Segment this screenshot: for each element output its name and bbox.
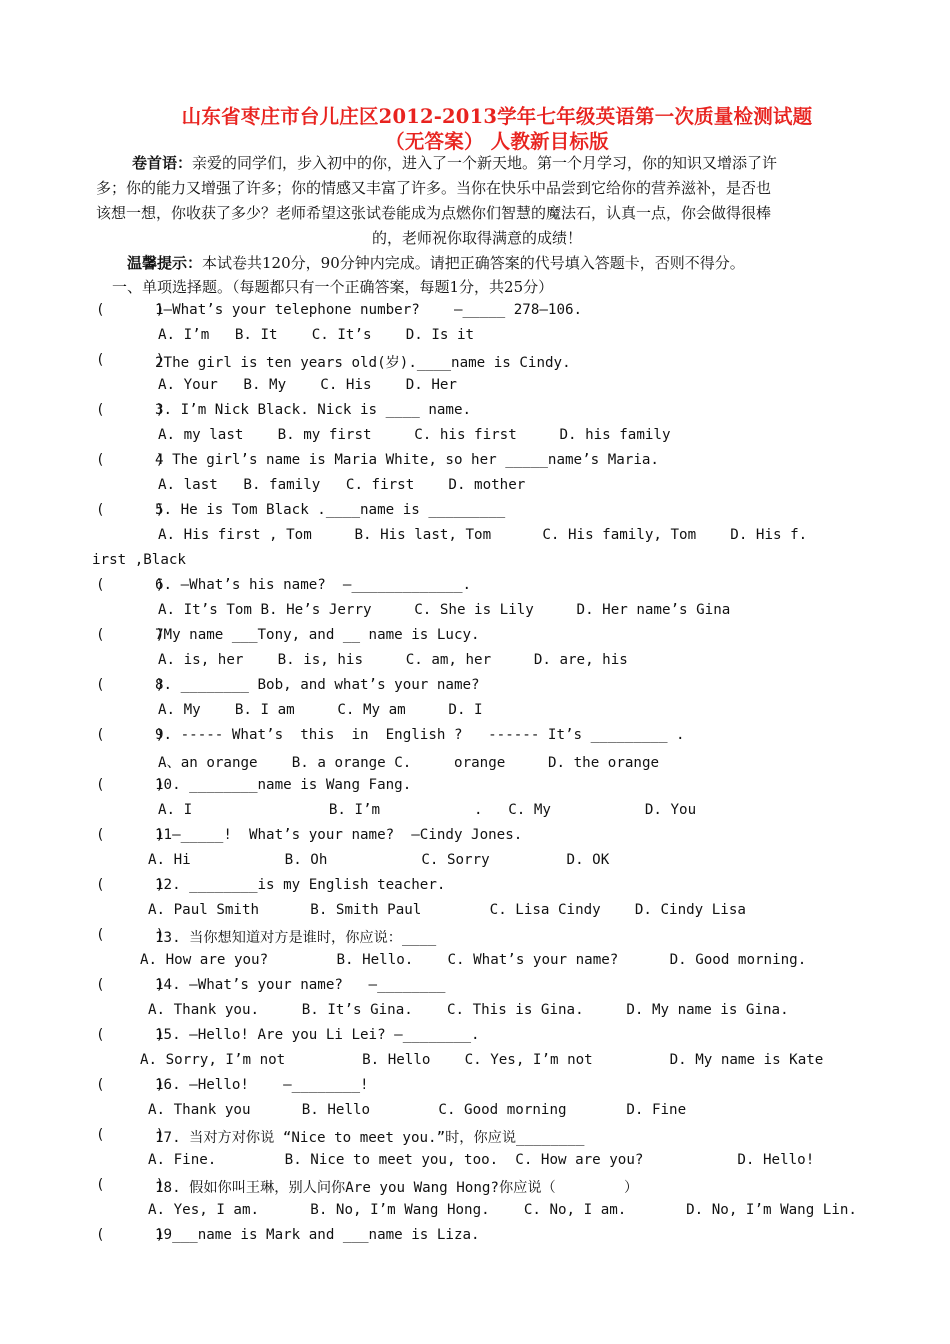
question-options: A. Paul Smith B. Smith Paul C. Lisa Cindy D. Cindy Lisa [148, 902, 746, 918]
answer-blank[interactable]: ( ) [96, 452, 165, 468]
question-options: A. I’m B. It C. It’s D. Is it [158, 327, 475, 343]
exam-title: 山东省枣庄市台儿庄区2012-2013学年七年级英语第一次质量检测试题 [181, 105, 813, 128]
answer-blank[interactable]: ( ) [96, 402, 165, 418]
answer-blank[interactable]: ( ) [96, 927, 165, 943]
answer-blank[interactable]: ( ) [96, 827, 165, 843]
answer-blank[interactable]: ( ) [96, 1077, 165, 1093]
preface-line-2: 多；你的能力又增强了许多；你的情感又丰富了许多。当你在快乐中品尝到它给你的营养滋补，是否也 [96, 179, 772, 197]
tip-text: 本试卷共120分，90分钟内完成。请把正确答案的代号填入答题卡，否则不得分。 [202, 254, 745, 272]
question-options: A. Thank you B. Hello C. Good morning D. Fine [148, 1102, 687, 1118]
question-text: 1—What’s your telephone number? —_____ 278—106. [155, 302, 583, 318]
question-text: 10. ________name is Wang Fang. [155, 777, 412, 793]
question-options: A. I B. I’m . C. My D. You [158, 802, 697, 818]
question-text: 11—_____! What’s your name? —Cindy Jones. [155, 827, 523, 843]
answer-blank[interactable]: ( ) [96, 777, 165, 793]
tip-label: 温馨提示： [127, 254, 203, 272]
answer-blank[interactable]: ( ) [96, 977, 165, 993]
question-text: 5. He is Tom Black .____name is _________ [155, 502, 506, 518]
question-options: A、an orange B. a orange C. orange D. the orange [158, 755, 660, 771]
question-text: 7My name ___Tony, and __ name is Lucy. [155, 627, 480, 643]
question-text: 2The girl is ten years old(岁).____name is Cindy. [155, 355, 571, 371]
question-text: 16. —Hello! —________! [155, 1077, 369, 1093]
question-text: 17. 当对方对你说 “Nice to meet you.”时，你应说________ [155, 1130, 585, 1146]
question-text: 9. ----- What’s this in English ? ------ It’s _________ . [155, 727, 685, 743]
answer-blank[interactable]: ( ) [96, 302, 165, 318]
question-text: 19___name is Mark and ___name is Liza. [155, 1227, 480, 1243]
question-options-wrap: irst ,Black [92, 552, 186, 568]
preface-line-3: 该想一想，你收获了多少？老师希望这张试卷能成为点燃你们智慧的魔法石，认真一点，你会做得很棒 [96, 204, 772, 222]
question-options: A. Yes, I am. B. No, I’m Wang Hong. C. No, I am. D. No, I’m Wang Lin. [148, 1202, 857, 1218]
question-options: A. Thank you. B. It’s Gina. C. This is Gina. D. My name is Gina. [148, 1002, 789, 1018]
answer-blank[interactable]: ( ) [96, 1177, 165, 1193]
answer-blank[interactable]: ( ) [96, 577, 165, 593]
question-text: 14. —What’s your name? —________ [155, 977, 446, 993]
answer-blank[interactable]: ( ) [96, 1127, 165, 1143]
question-text: 12. ________is my English teacher. [155, 877, 446, 893]
question-options: A. How are you? B. Hello. C. What’s your name? D. Good morning. [140, 952, 807, 968]
preface-line-4: 的，老师祝你取得满意的成绩！ [371, 229, 582, 247]
question-text: 13. 当你想知道对方是谁时，你应说：____ [155, 930, 437, 946]
answer-blank[interactable]: ( ) [96, 1227, 165, 1243]
section-heading: 一、单项选择题。（每题都只有一个正确答案，每题1分，共25分） [112, 278, 554, 296]
exam-subtitle: （无答案） 人教新目标版 [385, 130, 609, 153]
question-options: A. Fine. B. Nice to meet you, too. C. How are you? D. Hello! [148, 1152, 815, 1168]
question-options: A. Your B. My C. His D. Her [158, 377, 457, 393]
preface [96, 151, 858, 251]
question-options: A. His first , Tom B. His last, Tom C. His family, Tom D. His f. [158, 527, 808, 543]
answer-blank[interactable]: ( ) [96, 877, 165, 893]
question-text: 6. —What’s his name? —_____________. [155, 577, 472, 593]
answer-blank[interactable]: ( ) [96, 627, 165, 643]
question-text: 15. —Hello! Are you Li Lei? —________. [155, 1027, 480, 1043]
question-options: A. Sorry, I’m not B. Hello C. Yes, I’m not D. My name is Kate [140, 1052, 824, 1068]
question-text: 8. ________ Bob, and what’s your name? [155, 677, 480, 693]
answer-blank[interactable]: ( ) [96, 1027, 165, 1043]
answer-blank[interactable]: ( ) [96, 352, 165, 368]
question-text: 18. 假如你叫王琳，别人问你Are you Wang Hong?你应说（ ） [155, 1180, 639, 1196]
question-options: A. It’s Tom B. He’s Jerry C. She is Lily D. Her name’s Gina [158, 602, 731, 618]
question-text: 3. I’m Nick Black. Nick is ____ name. [155, 402, 472, 418]
preface-label: 卷首语： [132, 154, 193, 172]
question-options: A. is, her B. is, his C. am, her D. are, his [158, 652, 628, 668]
warm-tip [127, 252, 745, 273]
answer-blank[interactable]: ( ) [96, 727, 165, 743]
question-options: A. last B. family C. first D. mother [158, 477, 526, 493]
question-options: A. My B. I am C. My am D. I [158, 702, 483, 718]
answer-blank[interactable]: ( ) [96, 677, 165, 693]
question-options: A. my last B. my first C. his first D. his family [158, 427, 671, 443]
question-options: A. Hi B. Oh C. Sorry D. OK [148, 852, 610, 868]
answer-blank[interactable]: ( ) [96, 502, 165, 518]
question-text: 4 The girl’s name is Maria White, so her _____name’s Maria. [155, 452, 659, 468]
preface-line-1: 亲爱的同学们，步入初中的你，进入了一个新天地。第一个月学习，你的知识又增添了许 [192, 154, 778, 172]
